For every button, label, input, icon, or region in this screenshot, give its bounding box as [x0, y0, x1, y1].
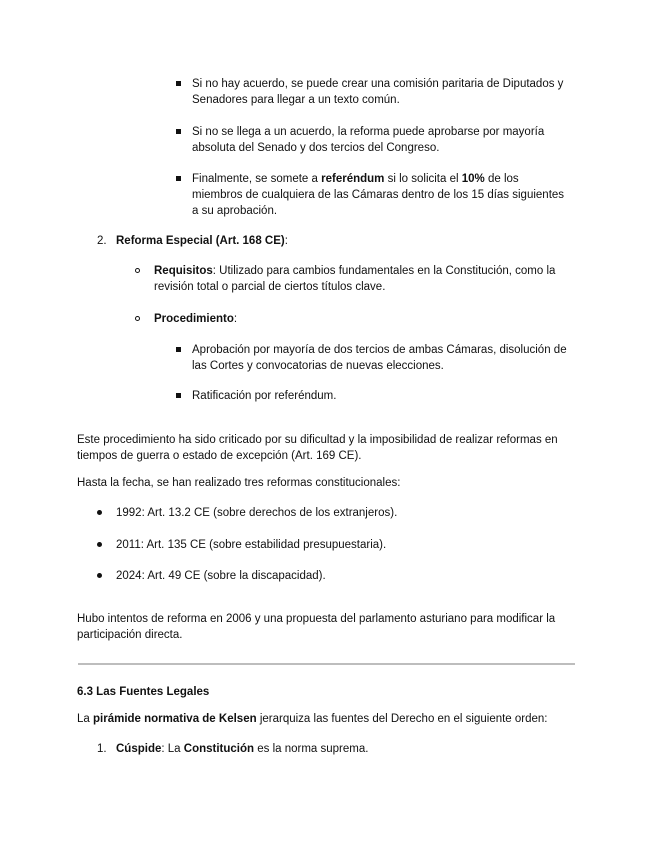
list-number: 2.: [97, 235, 107, 247]
paragraph: Este procedimiento ha sido criticado por su dificultad y la imposibilidad de realizar reformas en tiempos de guerra o estado de excepción (Art. 169 CE).: [77, 434, 558, 462]
list-item: 2024: Art. 49 CE (sobre la discapacidad).: [116, 570, 326, 582]
list-item: Aprobación por mayoría de dos tercios de ambas Cámaras, disolución de las Cortes y convocatorias de nuevas elecciones.: [192, 344, 567, 372]
list-number: 1.: [97, 743, 107, 755]
square-bullet-icon: [176, 129, 181, 134]
square-bullet-icon: [176, 393, 181, 398]
list-item: 1992: Art. 13.2 CE (sobre derechos de los extranjeros).: [116, 507, 398, 519]
paragraph: Hasta la fecha, se han realizado tres reformas constitucionales:: [77, 477, 401, 489]
list-item: Finalmente, se somete a referéndum si lo solicita el 10% de los miembros de cualquiera de las Cámaras dentro de los 15 días siguientes a su aprobación.: [192, 173, 565, 217]
horizontal-divider: [78, 663, 575, 665]
square-bullet-icon: [176, 176, 181, 181]
list-item: 2011: Art. 135 CE (sobre estabilidad presupuestaria).: [116, 539, 387, 551]
circle-bullet-icon: [135, 316, 140, 321]
list-item: Si no hay acuerdo, se puede crear una comisión paritaria de Diputados y Senadores para llegar a un texto común.: [192, 78, 564, 106]
list-item: Cúspide: La Constitución es la norma suprema.: [116, 743, 369, 755]
dot-bullet-icon: [97, 510, 102, 515]
list-item: Si no se llega a un acuerdo, la reforma puede aprobarse por mayoría absoluta del Senado y dos tercios del Congreso.: [192, 126, 545, 154]
paragraph: Hubo intentos de reforma en 2006 y una propuesta del parlamento asturiano para modificar la participación directa.: [77, 613, 556, 641]
section-heading: 6.3 Las Fuentes Legales: [77, 686, 210, 698]
list-item-title: Reforma Especial (Art. 168 CE):: [116, 235, 288, 247]
dot-bullet-icon: [97, 573, 102, 578]
list-item: Ratificación por referéndum.: [192, 390, 337, 402]
list-item: Procedimiento:: [154, 313, 238, 325]
paragraph: La pirámide normativa de Kelsen jerarquiza las fuentes del Derecho en el siguiente orden:: [77, 713, 548, 725]
list-item: Requisitos: Utilizado para cambios fundamentales en la Constitución, como la revisión total o parcial de ciertos títulos clave.: [154, 265, 556, 293]
circle-bullet-icon: [135, 268, 140, 273]
dot-bullet-icon: [97, 542, 102, 547]
square-bullet-icon: [176, 81, 181, 86]
square-bullet-icon: [176, 347, 181, 352]
